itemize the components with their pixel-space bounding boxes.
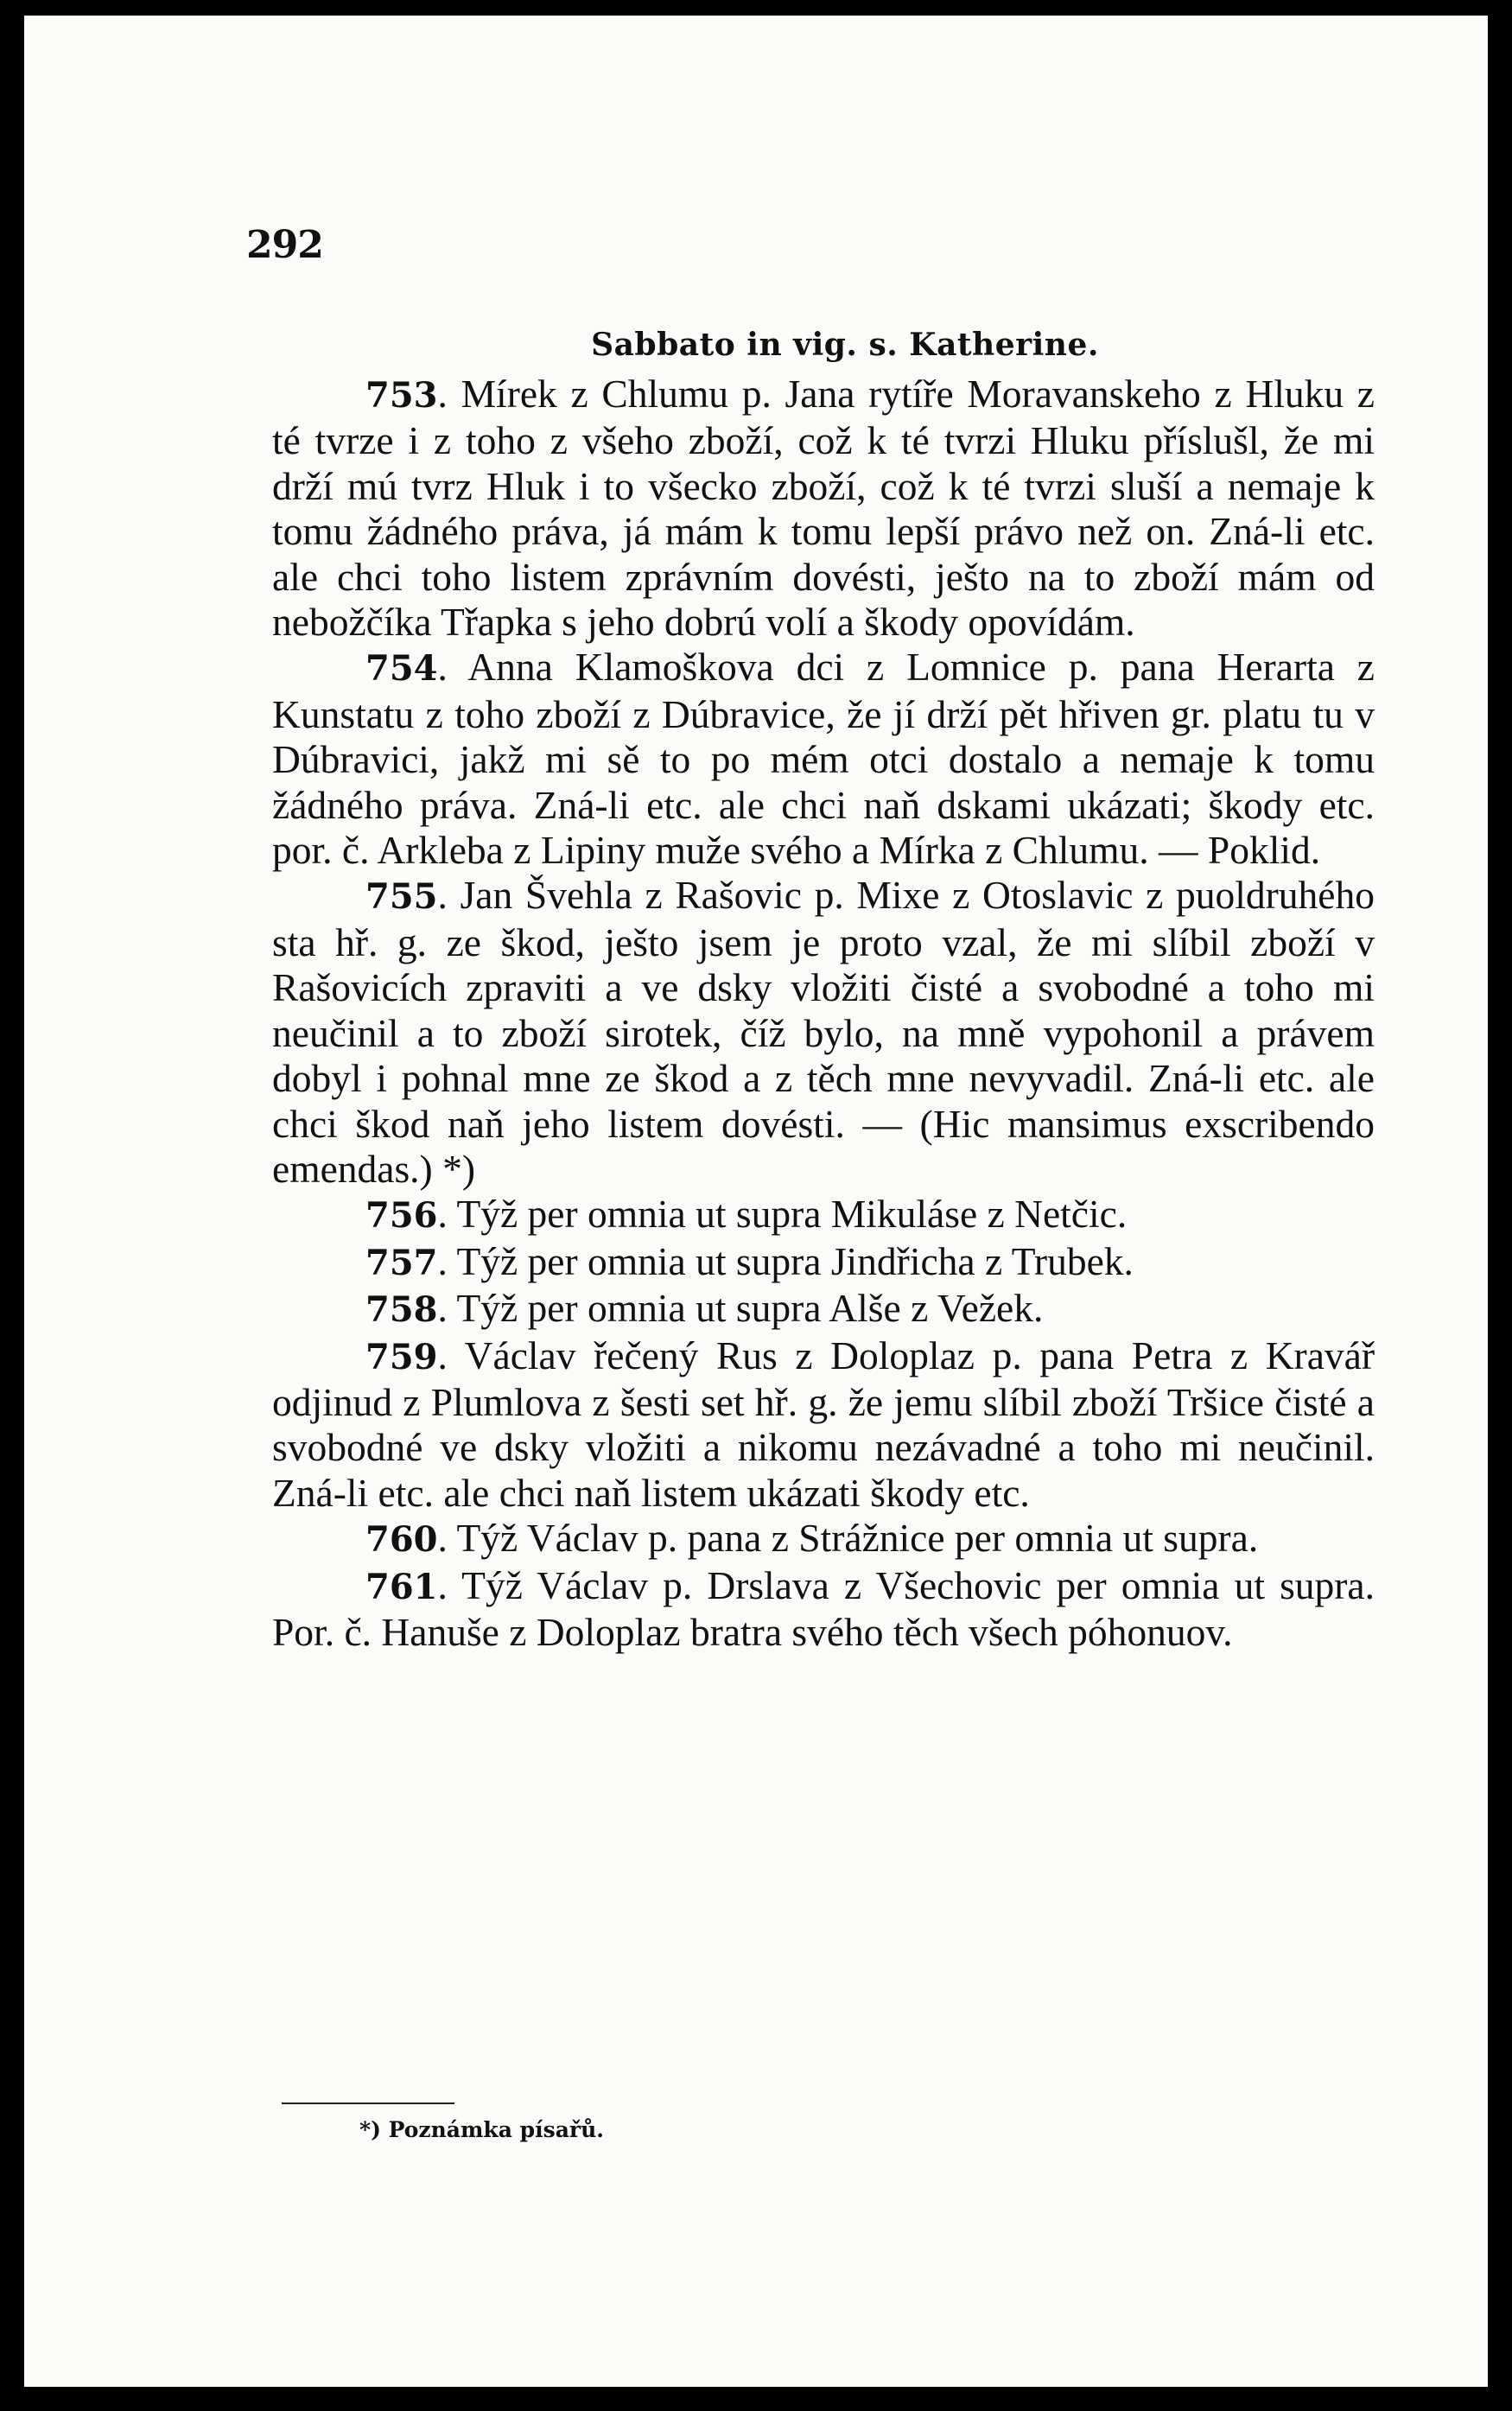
entry-text: Týž per omnia ut supra Jindřicha z Trubek.	[456, 1238, 1134, 1283]
entry-number: 760	[365, 1519, 438, 1561]
entry-number: 755	[365, 876, 438, 918]
entry-number: 761	[365, 1566, 438, 1607]
entry-761: 761. Týž Václav p. Drslava z Všechovic per omnia ut supra. Por. č. Hanuše z Doloplaz bratra svého těch všech póhonuov.	[272, 1562, 1375, 1654]
entry-number: 757	[365, 1242, 438, 1283]
entry-text: Týž Václav p. Drslava z Všechovic per omnia ut supra. Por. č. Hanuše z Doloplaz bratra svého těch všech póhonuov.	[272, 1562, 1375, 1654]
entry-758: 758. Týž per omnia ut supra Alše z Vežek.	[365, 1286, 1044, 1331]
entry-text: Mírek z Chlumu p. Jana rytíře Moravanskeho z Hluku z té tvrze i z toho z všeho zboží, což k té tvrzi Hluku příslušl, že mi drží mú tvrz Hluk i to všecko zboží, což k té tvrzi sluší a nemaje k tomu žádného práva, já mám k tomu lepší právo než on. Zná-li etc. ale chci toho listem zprávním dovésti, ješto na to zboží mám od nebožčíka Třapka s jeho dobrú volí a škody opovídám.	[272, 372, 1375, 645]
footnote-divider	[282, 2102, 454, 2104]
entry-text: Anna Klamoškova dci z Lomnice p. pana Herarta z Kunstatu z toho zboží z Dúbravice, že jí drží pět hřiven gr. platu tu v Dúbravici, jakž mi sě to po mém otci dostalo a nemaje k tomu žádného práva. Zná-li etc. ale chci naň dskami ukázati; škody etc. por. č. Arkleba z Lipiny muže svého a Mírka z Chlumu. — Poklid.	[272, 645, 1375, 873]
footnote: *) Poznámka písařů.	[359, 2117, 604, 2142]
entry-753: 753. Mírek z Chlumu p. Jana rytíře Moravanskeho z Hluku z té tvrze i z toho z všeho zboží, což k té tvrzi Hluku příslušl, že mi drží mú tvrz Hluk i to všecko zboží, což k té tvrzi sluší a nemaje k tomu žádného práva, já mám k tomu lepší právo než on. Zná-li etc. ale chci toho listem zprávním dovésti, ješto na to zboží mám od nebožčíka Třapka s jeho dobrú volí a škody opovídám.	[272, 372, 1375, 645]
entry-number: 753	[365, 375, 438, 416]
entry-760: 760. Týž Václav p. pana z Strážnice per omnia ut supra.	[365, 1516, 1259, 1561]
entry-757: 757. Týž per omnia ut supra Jindřicha z Trubek.	[365, 1238, 1134, 1283]
book-page	[24, 16, 1488, 2387]
entry-text: Václav řečený Rus z Doloplaz p. pana Petra z Kravář odjinud z Plumlova z šesti set hř. g. že jemu slíbil zboží Tršice čisté a svobodné ve dsky vložiti a nikomu nezávadné a toho mi neučinil. Zná-li etc. ale chci naň listem ukázati škody etc.	[272, 1333, 1375, 1515]
entry-number: 758	[365, 1289, 438, 1331]
entry-754: 754. Anna Klamoškova dci z Lomnice p. pana Herarta z Kunstatu z toho zboží z Dúbravice, že jí drží pět hřiven gr. platu tu v Dúbravici, jakž mi sě to po mém otci dostalo a nemaje k tomu žádného práva. Zná-li etc. ale chci naň dskami ukázati; škody etc. por. č. Arkleba z Lipiny muže svého a Mírka z Chlumu. — Poklid.	[272, 645, 1375, 873]
entry-text: Týž per omnia ut supra Mikuláse z Netčic.	[456, 1192, 1128, 1237]
section-heading: Sabbato in vig. s. Katherine.	[591, 327, 1099, 363]
entry-number: 754	[365, 648, 438, 690]
entry-756: 756. Týž per omnia ut supra Mikuláse z Netčic.	[365, 1192, 1128, 1237]
entry-759: 759. Václav řečený Rus z Doloplaz p. pana Petra z Kravář odjinud z Plumlova z šesti set hř. g. že jemu slíbil zboží Tršice čisté a svobodné ve dsky vložiti a nikomu nezávadné a toho mi neučinil. Zná-li etc. ale chci naň listem ukázati škody etc.	[272, 1333, 1375, 1515]
entry-number: 756	[365, 1195, 438, 1237]
entry-755: 755. Jan Švehla z Rašovic p. Mixe z Otoslavic z puoldruhého sta hř. g. ze škod, ješto jsem je proto vzal, že mi slíbil zboží v Rašovicích zpraviti a ve dsky vložiti čisté a svobodné a toho mi neučinil a to zboží sirotek, číž bylo, na mně vypohonil a právem dobyl i pohnal mne ze škod a z těch mne nevyvadil. Zná-li etc. ale chci škod naň jeho listem dovésti. — (Hic mansimus exscribendo emendas.) *)	[272, 873, 1375, 1191]
entry-text: Jan Švehla z Rašovic p. Mixe z Otoslavic z puoldruhého sta hř. g. ze škod, ješto jsem je proto vzal, že mi slíbil zboží v Rašovicích zpraviti a ve dsky vložiti čisté a svobodné a toho mi neučinil a to zboží sirotek, číž bylo, na mně vypohonil a právem dobyl i pohnal mne ze škod a z těch mne nevyvadil. Zná-li etc. ale chci škod naň jeho listem dovésti. — (Hic mansimus exscribendo emendas.) *)	[272, 873, 1375, 1191]
text-body	[272, 309, 1375, 1655]
entry-text: Týž per omnia ut supra Alše z Vežek.	[456, 1286, 1044, 1331]
entry-text: Týž Václav p. pana z Strážnice per omnia ut supra.	[456, 1516, 1259, 1561]
entry-number: 759	[365, 1336, 438, 1377]
page-number: 292	[246, 223, 323, 267]
